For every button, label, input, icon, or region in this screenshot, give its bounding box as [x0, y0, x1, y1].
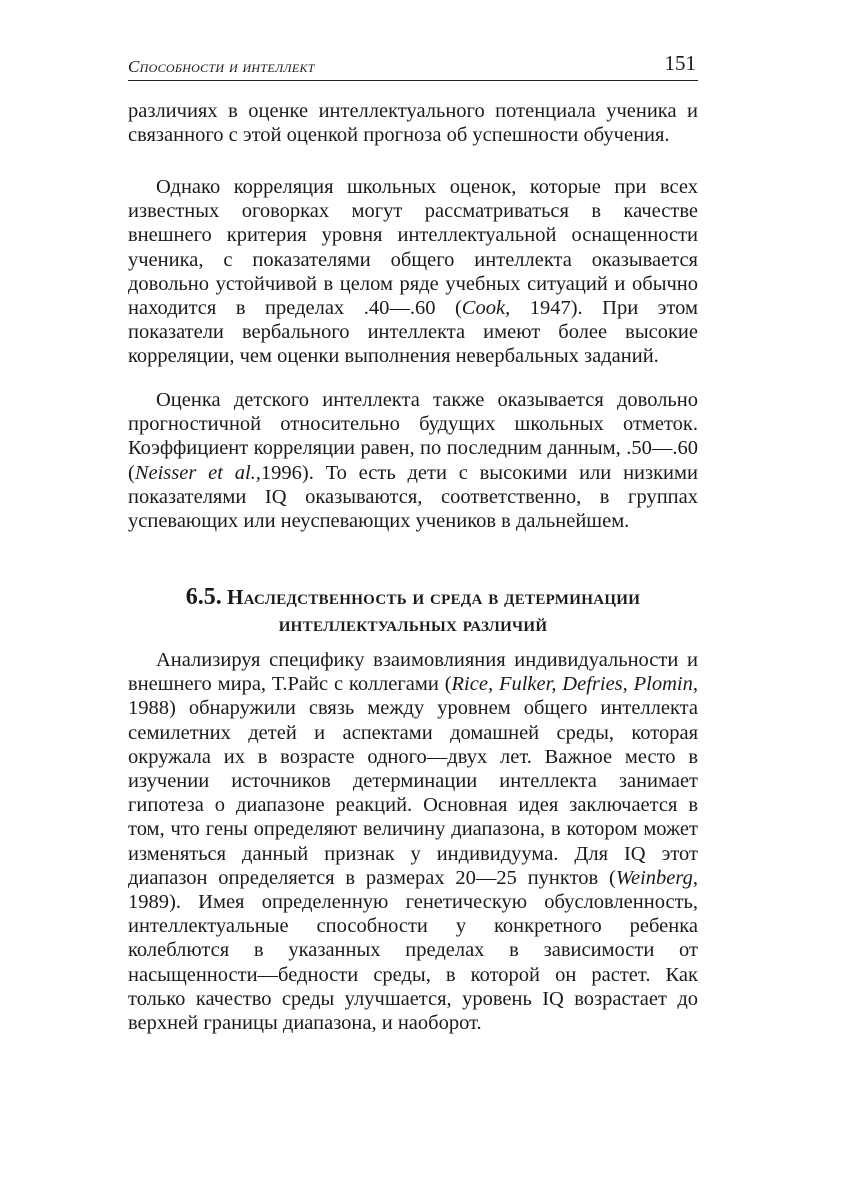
citation-neisser: Neisser et al., [134, 461, 261, 484]
paragraph-3 [128, 388, 698, 533]
paragraph-4-text-a: Анализируя специфику взаимовлияния индивидуальности и внешнего мира, Т.Райс с коллегами ( [128, 649, 698, 696]
paragraph-3-text-b: 1996). То есть дети с высокими или низкими показателями IQ оказываются, соответственно, в группах успевающих или неуспевающих учеников в дальнейшем. [128, 461, 698, 533]
section-heading [128, 584, 698, 638]
running-title: Способности и интеллект [128, 57, 315, 76]
paragraph-heredity [128, 648, 698, 1035]
running-header [128, 50, 698, 81]
citation-rice: Rice, Fulker, Defries, Plomin [451, 673, 693, 696]
paragraph-4 [128, 648, 698, 1035]
section-number: 6.5. [185, 584, 222, 610]
paragraph-2 [128, 175, 698, 369]
paragraph-child-intelligence [128, 388, 698, 533]
section-title-line-2: интеллектуальных различий [278, 612, 548, 636]
paragraph-4-text-b: , 1988) обнаружили связь между уровнем общего интеллекта семилетних детей и аспектами домашней среды, которая окружала их в возрасте одного—двух лет. Важное место в изучении источников детерминации интеллекта занимает гипотеза о диапазоне реакций. Основная идея заключается в том, что гены определяют величину диапазона, в котором может изменяться данный признак у индивидуума. Для IQ этот диапазон определяется в размерах 20—25 пунктов ( [128, 673, 698, 889]
page-number: 151 [664, 51, 696, 75]
section-heading-line-1 [128, 584, 698, 611]
paragraph-1: различиях в оценке интеллектуального потенциала ученика и связанного с этой оценкой прогноза об успешности обучения. [128, 100, 698, 147]
paragraph-3-text-a: Оценка детского интеллекта также оказывается довольно прогностичной относительно будущих школьных отметок. Коэффициент корреляции равен, по последним данным, .50—.60 ( [128, 389, 698, 484]
paragraph-school-grades [128, 175, 698, 369]
paragraph-continuation [128, 99, 698, 147]
citation-cook: Cook [461, 297, 506, 320]
paragraph-4-text-c: 1989). Имея определенную генетическую обусловленность, интеллектуальные способности у конкретного ребенка колеблются в указанных пределах в зависимости от насыщенности—бедности среды, в которой он растет. Как только качество среды улучшается, уровень IQ возрастает до верхней границы диапазона, и наоборот. [128, 891, 698, 1035]
paragraph-2-text-a: Однако корреляция школьных оценок, которые при всех известных оговорках могут рассматриваться в качестве внешнего критерия уровня интеллектуальной оснащенности ученика, с показателями общего интеллекта оказывается довольно устойчивой в целом ряде учебных ситуаций и обычно находится в пределах .40—.60 ( [128, 176, 698, 320]
citation-weinberg: Weinberg, [615, 866, 698, 889]
section-title-line-1: Наследственность и среда в детерминации [227, 585, 641, 609]
paragraph-2-text-b: , 1947). При этом показатели вербального интеллекта имеют более высокие корреляции, чем оценки выполнения невербальных заданий. [128, 297, 699, 368]
